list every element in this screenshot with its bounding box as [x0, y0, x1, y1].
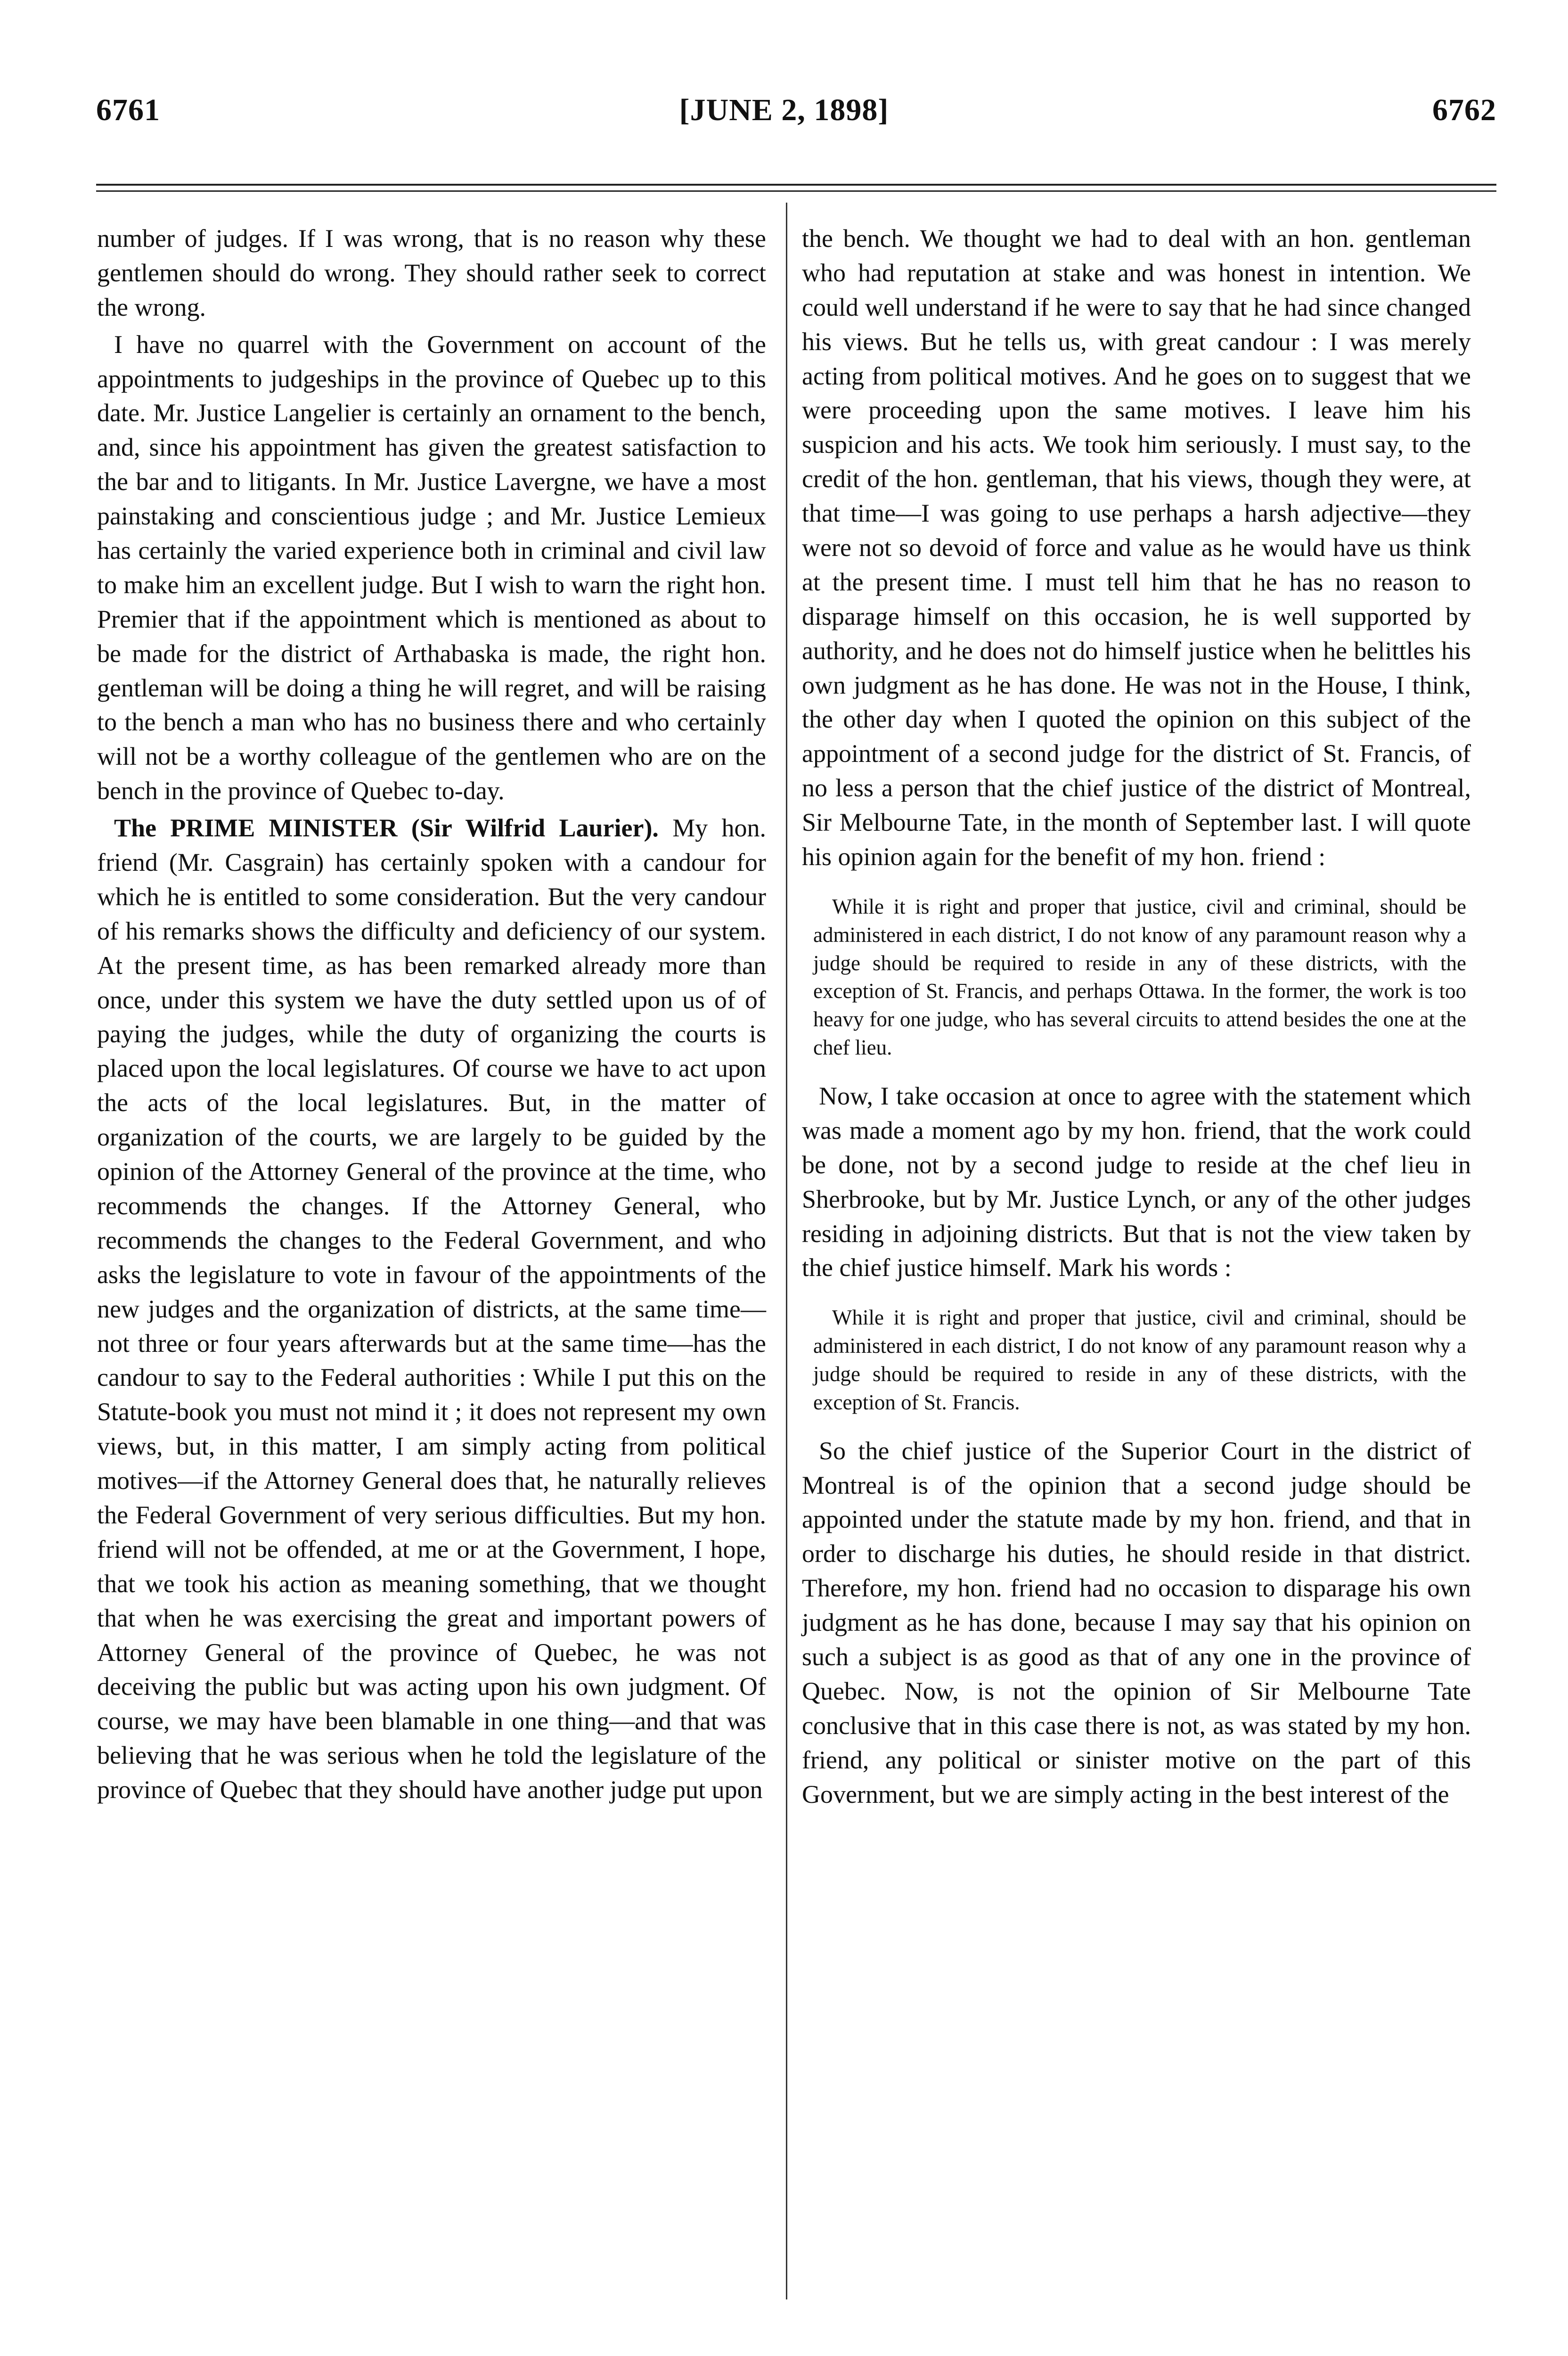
left-paragraph-1: number of judges. If I was wrong, that is no reason why these gentlemen should do wrong. They should rather seek to correct the wrong.: [97, 224, 766, 321]
speaker-name: The PRIME MINISTER (Sir Wilfrid Laurier).: [114, 814, 659, 843]
column-divider: [786, 203, 787, 2299]
left-paragraph-2: I have no quarrel with the Government on account of the appointments to judgeships in the province of Quebec up to this date. Mr. Justice Langelier is certainly an ornament to the bench, and, since his appointment has given the greatest satisfaction to the bar and to litigants. In Mr. Justice Lavergne, we have a most painstaking and conscientious judge ; and Mr. Justice Lemieux has certainly the varied experience both in criminal and civil law to make him an excellent judge. But I wish to warn the right hon. Premier that if the appointment which is mentioned as about to be made for the district of Arthabaska is made, the right hon. gentleman will be doing a thing he will regret, and will be raising to the bench a man who has no business there and who certainly will not be a worthy colleague of the gentlemen who are on the bench in the province of Quebec to-day.: [97, 330, 766, 805]
right-paragraph-3: So the chief justice of the Superior Court in the district of Montreal is of the opinion that a second judge should be appointed under the statute made by my hon. friend, and that in order to discharge his duties, he should reside in that district. Therefore, my hon. friend had no occasion to disparage his own judgment as he has done, because I may say that his opinion on such a subject is as good as that of any one in the province of Quebec. Now, is not the opinion of Sir Melbourne Tate conclusive that in this case there is not, as was stated by my hon. friend, any political or sinister motive on the part of this Government, but we are simply acting in the best interest of the: [802, 1436, 1471, 1808]
page-date-header: [JUNE 2, 1898]: [679, 93, 889, 127]
quotation-2: While it is right and proper that justice, civil and criminal, should be administered in each district, I do not know of any paramount reason why a judge should be required to reside in any of these districts, with the exception of St. Francis.: [813, 1306, 1466, 1414]
left-paragraph-3: My hon. friend (Mr. Casgrain) has certainly spoken with a candour for which he is entitled to some consideration. But the very candour of his remarks shows the difficulty and deficiency of our system. At the present time, as has been remarked already more than once, under this system we have the duty settled upon us of of paying the judges, while the duty of organizing the courts is placed upon the local legislatures. Of course we have to act upon the acts of the local legislatures. But, in the matter of organization of the courts, we are largely to be guided by the opinion of the Attorney General of the province at the time, who recommends the changes. If the Attorney General, who recommends the changes to the Federal Government, and who asks the legislature to vote in favour of the appointments of the new judges and the organization of districts, at the same time—not three or four years afterwards but at the same time—has the candour to say to the Federal authorities : While I put this on the Statute-book you must not mind it ; it does not represent my own views, but, in this matter, I am simply acting from political motives—if the Attorney General does that, he naturally relieves the Federal Government of very serious difficulties. But my hon. friend will not be offended, at me or at the Government, I hope, that we took his action as meaning something, that we thought that when he was exercising the great and important powers of Attorney General of the province of Quebec, he was not deceiving the public but was acting upon his own judgment. Of course, we may have been blamable in one thing—and that was believing that he was serious when he told the legislature of the province of Quebec that they should have another judge put upon: [97, 814, 767, 1804]
right-page-number: 6762: [1432, 93, 1496, 127]
left-column: [97, 221, 766, 1810]
right-paragraph-2: Now, I take occasion at once to agree with the statement which was made a moment ago by my hon. friend, that the work could be done, not by a second judge to reside at the chef lieu in Sherbrooke, but by Mr. Justice Lynch, or any of the other judges residing in adjoining districts. But that is not the view taken by the chief justice himself. Mark his words :: [802, 1081, 1471, 1282]
right-column: [802, 221, 1471, 1815]
header-rule-top: [96, 184, 1496, 186]
left-page-number: 6761: [96, 93, 160, 127]
right-paragraph-1: the bench. We thought we had to deal with an hon. gentleman who had reputation at stake and was honest in intention. We could well understand if he were to say that he had since changed his views. But he tells us, with great candour : I was merely acting from political motives. And he goes on to suggest that we were proceeding upon the same motives. I leave him his suspicion and his acts. We took him seriously. I must say, to the credit of the hon. gentleman, that his views, though they were, at that time—I was going to use perhaps a harsh adjective—they were not so devoid of force and value as he would have us think at the present time. I must tell him that he has no reason to disparage himself on this occasion, he is well supported by authority, and he does not do himself justice when he belittles his own judgment as he has done. He was not in the House, I think, the other day when I quoted the opinion on this subject of the appointment of a second judge for the district of St. Francis, of no less a person that the chief justice of the district of Montreal, Sir Melbourne Tate, in the month of September last. I will quote his opinion again for the benefit of my hon. friend :: [802, 224, 1471, 871]
prime-minister-speech: [97, 811, 766, 1807]
quotation-1: While it is right and proper that justice, civil and criminal, should be administered in each district, I do not know of any paramount reason why a judge should be required to reside in any of these districts, with the exception of St. Francis, and perhaps Ottawa. In the former, the work is too heavy for one judge, who has several circuits to attend besides the one at the chef lieu.: [813, 894, 1466, 1060]
header-rule-bottom: [96, 190, 1496, 192]
